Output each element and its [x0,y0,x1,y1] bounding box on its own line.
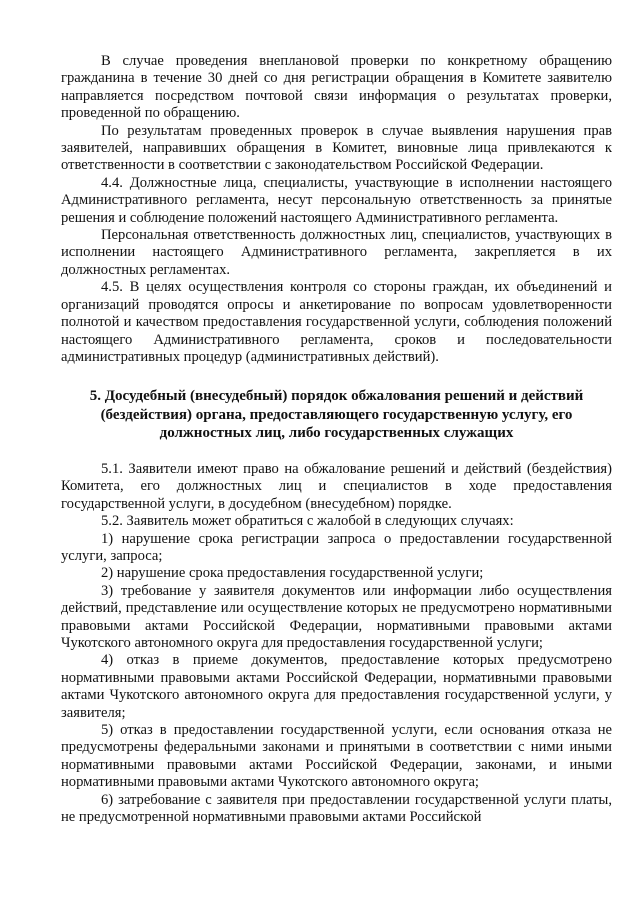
paragraph-inspection-info: В случае проведения внеплановой проверки по конкретному обращению гражданина в течение 30 дней со дня регистрации обращения в Комитете заявителю направляется посредством почтовой связи информация о результатах проверки, проведенной по обращению. [61,53,612,122]
paragraph-4-4: 4.4. Должностные лица, специалисты, участвующие в исполнении настоящего Административного регламента, несут персональную ответственность за принятые решения и соблюдение положений настоящего Административного регламента. [61,174,612,226]
list-item-4: 4) отказ в приеме документов, предоставление которых предусмотрено нормативными правовыми актами Российской Федерации, нормативными правовыми актами Чукотского автономного округа для предоставления государственной услуги, у заявителя; [61,652,612,721]
list-item-2: 2) нарушение срока предоставления государственной услуги; [101,565,484,582]
list-item-5: 5) отказ в предоставлении государственной услуги, если основания отказа не предусмотрены федеральными законами и принятыми в соответствии с ними иными нормативными правовыми актами Российской Федерации, законами, и иными нормативными правовыми актами Чукотского автономного округа; [61,722,612,791]
list-item-6: 6) затребование с заявителя при предоставлении государственной услуги платы, не предусмотренной нормативными правовыми актами Российской [61,791,612,826]
paragraph-5-1: 5.1. Заявители имеют право на обжалование решений и действий (бездействия) Комитета, его должностных лиц и специалистов в ходе предоставления государственной услуги, в досудебном (внесудебном) порядке. [61,460,612,512]
list-item-1: 1) нарушение срока регистрации запроса о предоставлении государственной услуги, запроса; [61,530,612,564]
paragraph-4-5: 4.5. В целях осуществления контроля со стороны граждан, их объединений и организаций проводятся опросы и анкетирование по вопросам удовлетворенности полнотой и качеством предоставления государственной услуги, соблюдения положений настоящего Административного регламента, сроков и последовательности административных процедур (административных действий). [61,279,612,365]
paragraph-personal-responsibility: Персональная ответственность должностных лиц, специалистов, участвующих в исполнении настоящего Административного регламента, закрепляется в их должностных регламентах. [61,227,612,278]
paragraph-liability: По результатам проведенных проверок в случае выявления нарушения прав заявителей, направивших обращения в Комитет, виновные лица привлекаются к ответственности в соответствии с законодательством Российской Федерации. [61,122,612,174]
section-5-heading: 5. Досудебный (внесудебный) порядок обжалования решений и действий (бездействия) органа, предоставляющего государственную услугу, его должностных лиц, либо государственных служащих [89,388,584,441]
list-item-3: 3) требование у заявителя документов или информации либо осуществления действий, представление или осуществление которых не предусмотрено нормативными правовыми актами Российской Федерации, нормативными правовыми актами Чукотского автономного округа для предоставления государственной услуги; [61,582,612,651]
paragraph-5-2: 5.2. Заявитель может обратиться с жалобой в следующих случаях: [101,513,514,530]
